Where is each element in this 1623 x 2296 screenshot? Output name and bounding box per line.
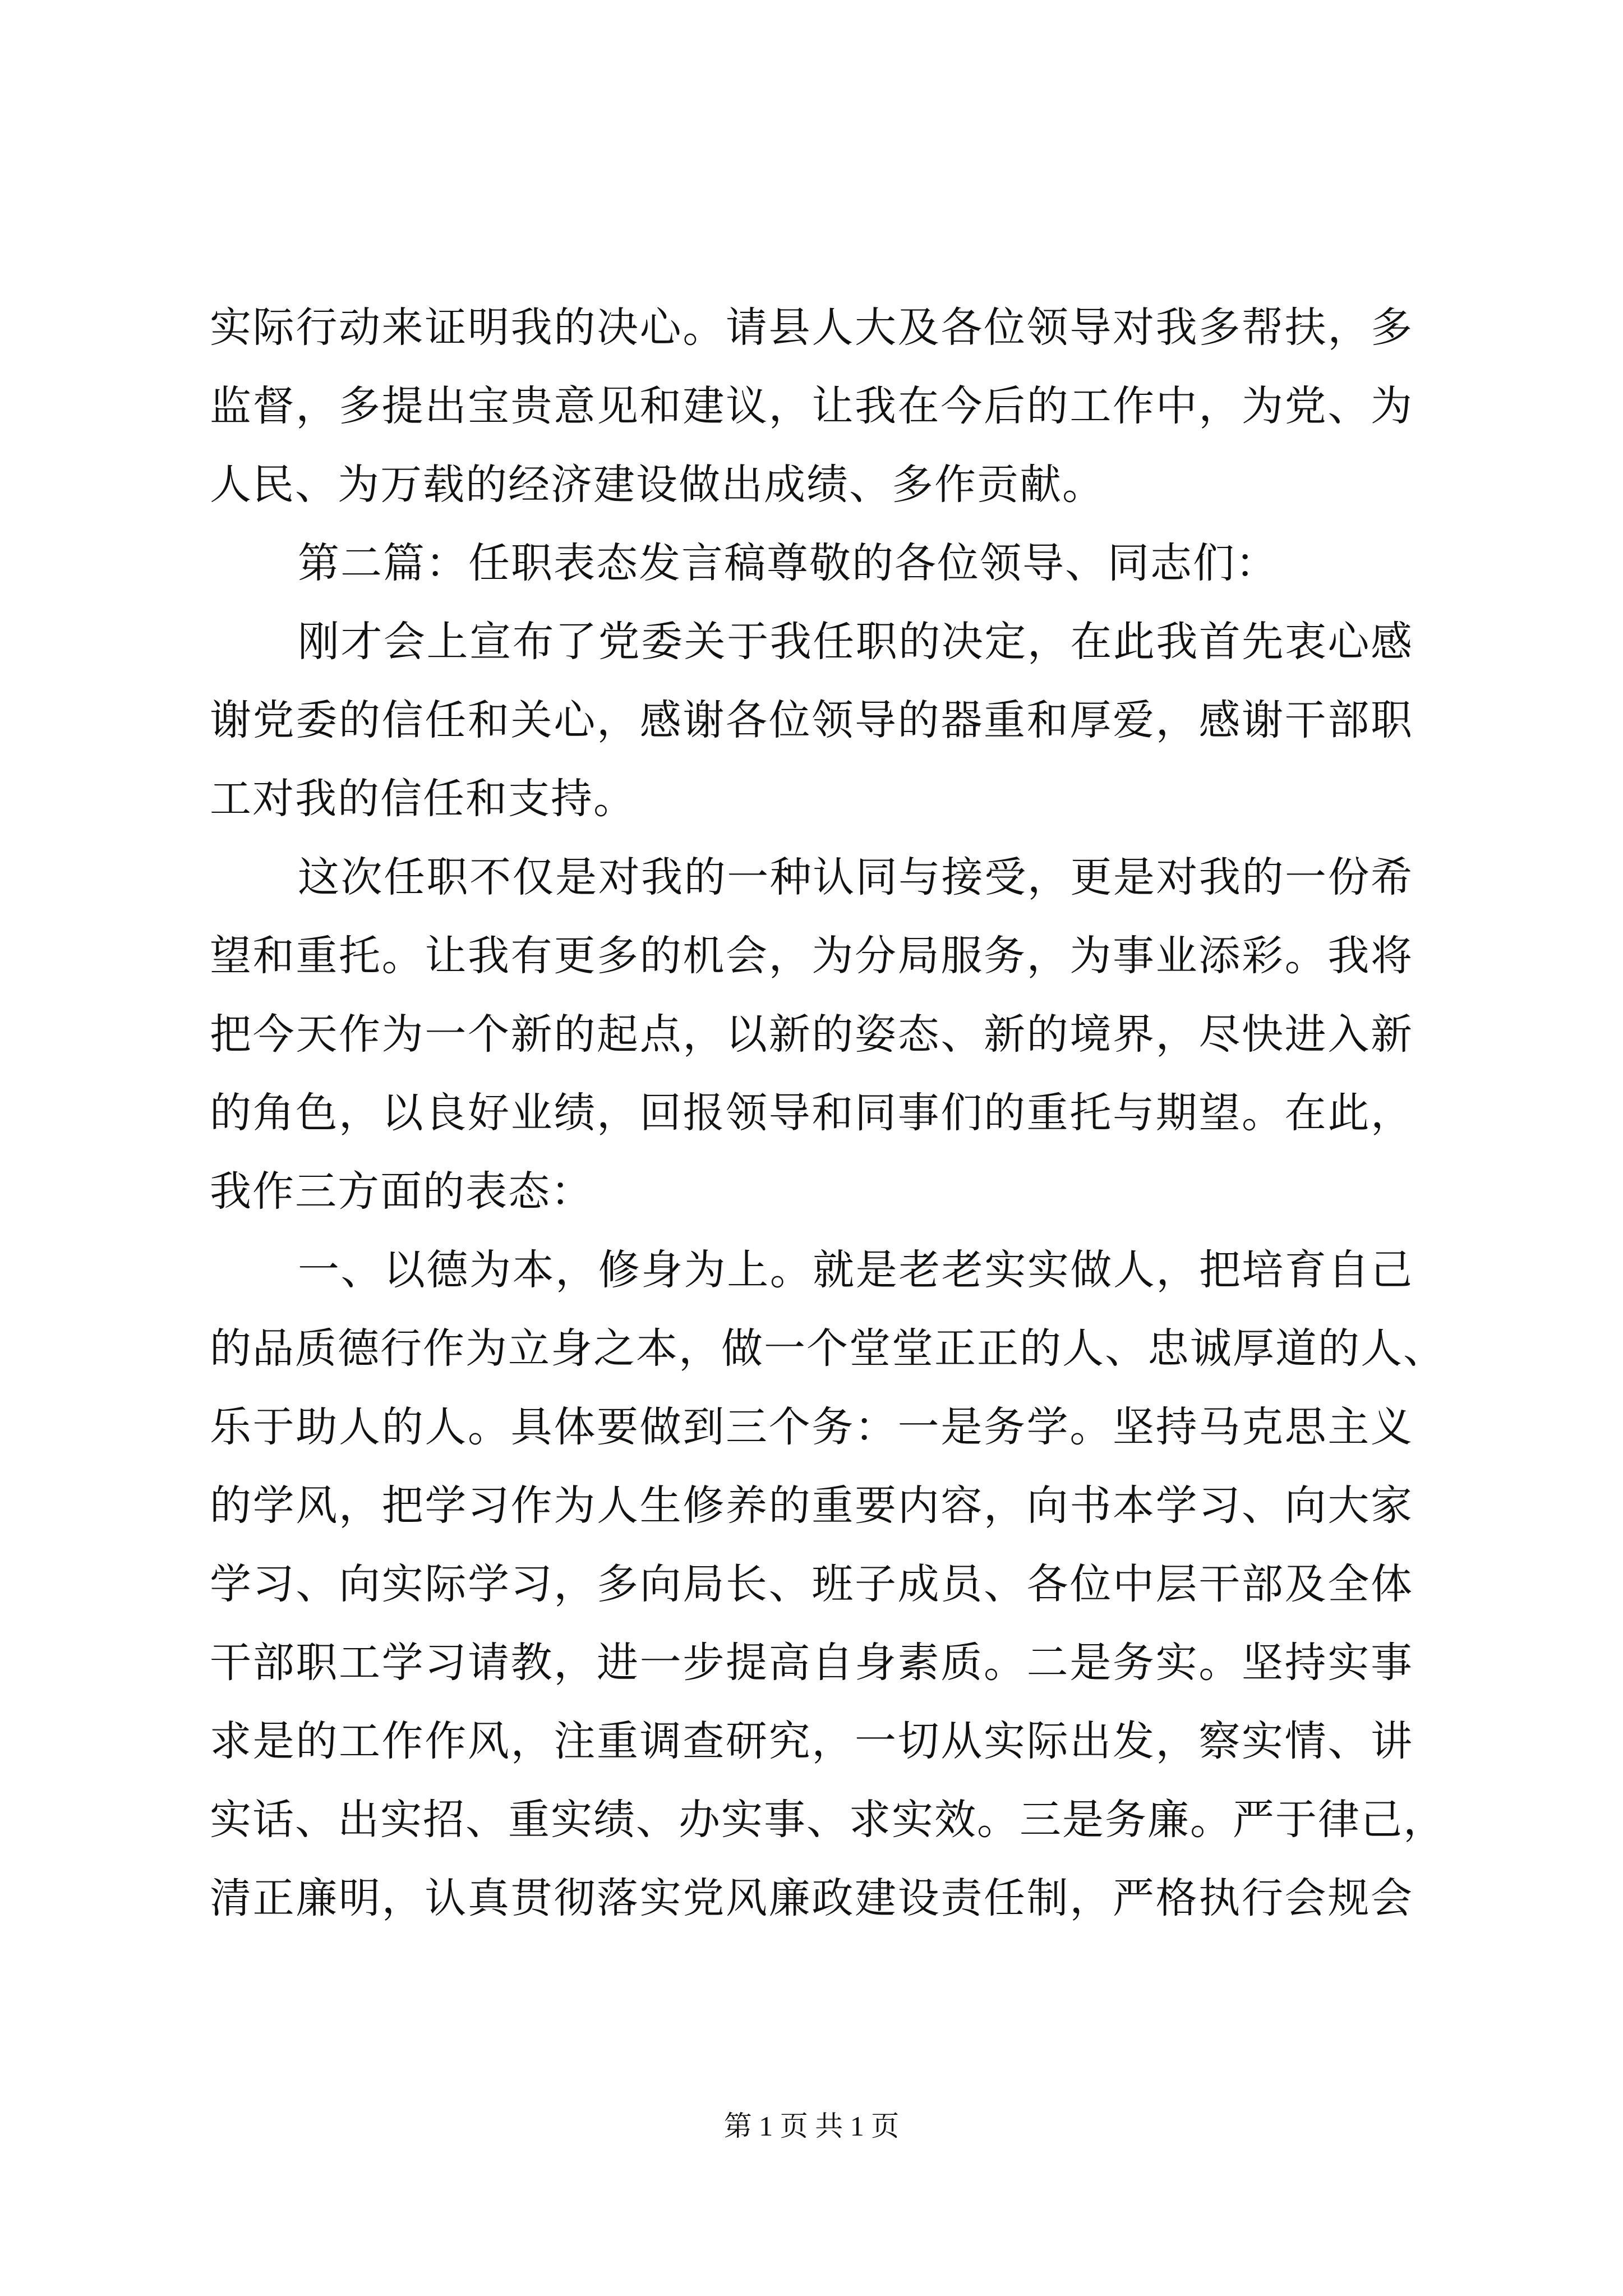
body-text-line: 干部职工学习请教，进一步提高自身素质。二是务实。坚持实事 [210,1639,1413,1687]
body-text-line: 一、以德为本，修身为上。就是老老实实做人，把培育自己 [298,1246,1413,1294]
body-text-line: 望和重托。让我有更多的机会，为分局服务，为事业添彩。我将 [210,932,1413,980]
page-footer: 第 1 页 共 1 页 [723,2110,900,2142]
body-text-line: 把今天作为一个新的起点，以新的姿态、新的境界，尽快进入新 [210,1010,1413,1059]
body-text-line: 人民、为万载的经济建设做出成绩、多作贡献。 [210,461,1105,509]
body-text-line: 清正廉明，认真贯彻落实党风廉政建设责任制，严格执行会规会 [210,1874,1413,1922]
body-text-line: 求是的工作作风，注重调查研究，一切从实际出发，察实情、讲 [210,1717,1413,1765]
body-text-line: 工对我的信任和支持。 [210,775,636,823]
body-text-line: 乐于助人的人。具体要做到三个务：一是务学。坚持马克思主义 [210,1403,1413,1451]
body-text-line: 的品质德行作为立身之本，做一个堂堂正正的人、忠诚厚道的人、 [210,1324,1446,1373]
body-text-line: 学习、向实际学习，多向局长、班子成员、各位中层干部及全体 [210,1560,1413,1608]
body-text-line: 监督，多提出宝贵意见和建议，让我在今后的工作中，为党、为 [210,382,1413,430]
body-text-line: 刚才会上宣布了党委关于我任职的决定，在此我首先衷心感 [298,618,1413,666]
body-text-line: 我作三方面的表态： [210,1167,593,1216]
section-heading: 第二篇：任职表态发言稿尊敬的各位领导、同志们： [298,539,1278,587]
body-text-line: 谢党委的信任和关心，感谢各位领导的器重和厚爱，感谢干部职 [210,696,1413,744]
body-text-line: 实际行动来证明我的决心。请县人大及各位领导对我多帮扶，多 [210,303,1413,352]
body-text-line: 实话、出实招、重实绩、办实事、求实效。三是务廉。严于律己， [210,1796,1446,1844]
body-text-line: 的角色，以良好业绩，回报领导和同事们的重托与期望。在此， [210,1089,1413,1137]
body-text-line: 的学风，把学习作为人生修养的重要内容，向书本学习、向大家 [210,1481,1413,1530]
body-text-line: 这次任职不仅是对我的一种认同与接受，更是对我的一份希 [298,853,1413,901]
